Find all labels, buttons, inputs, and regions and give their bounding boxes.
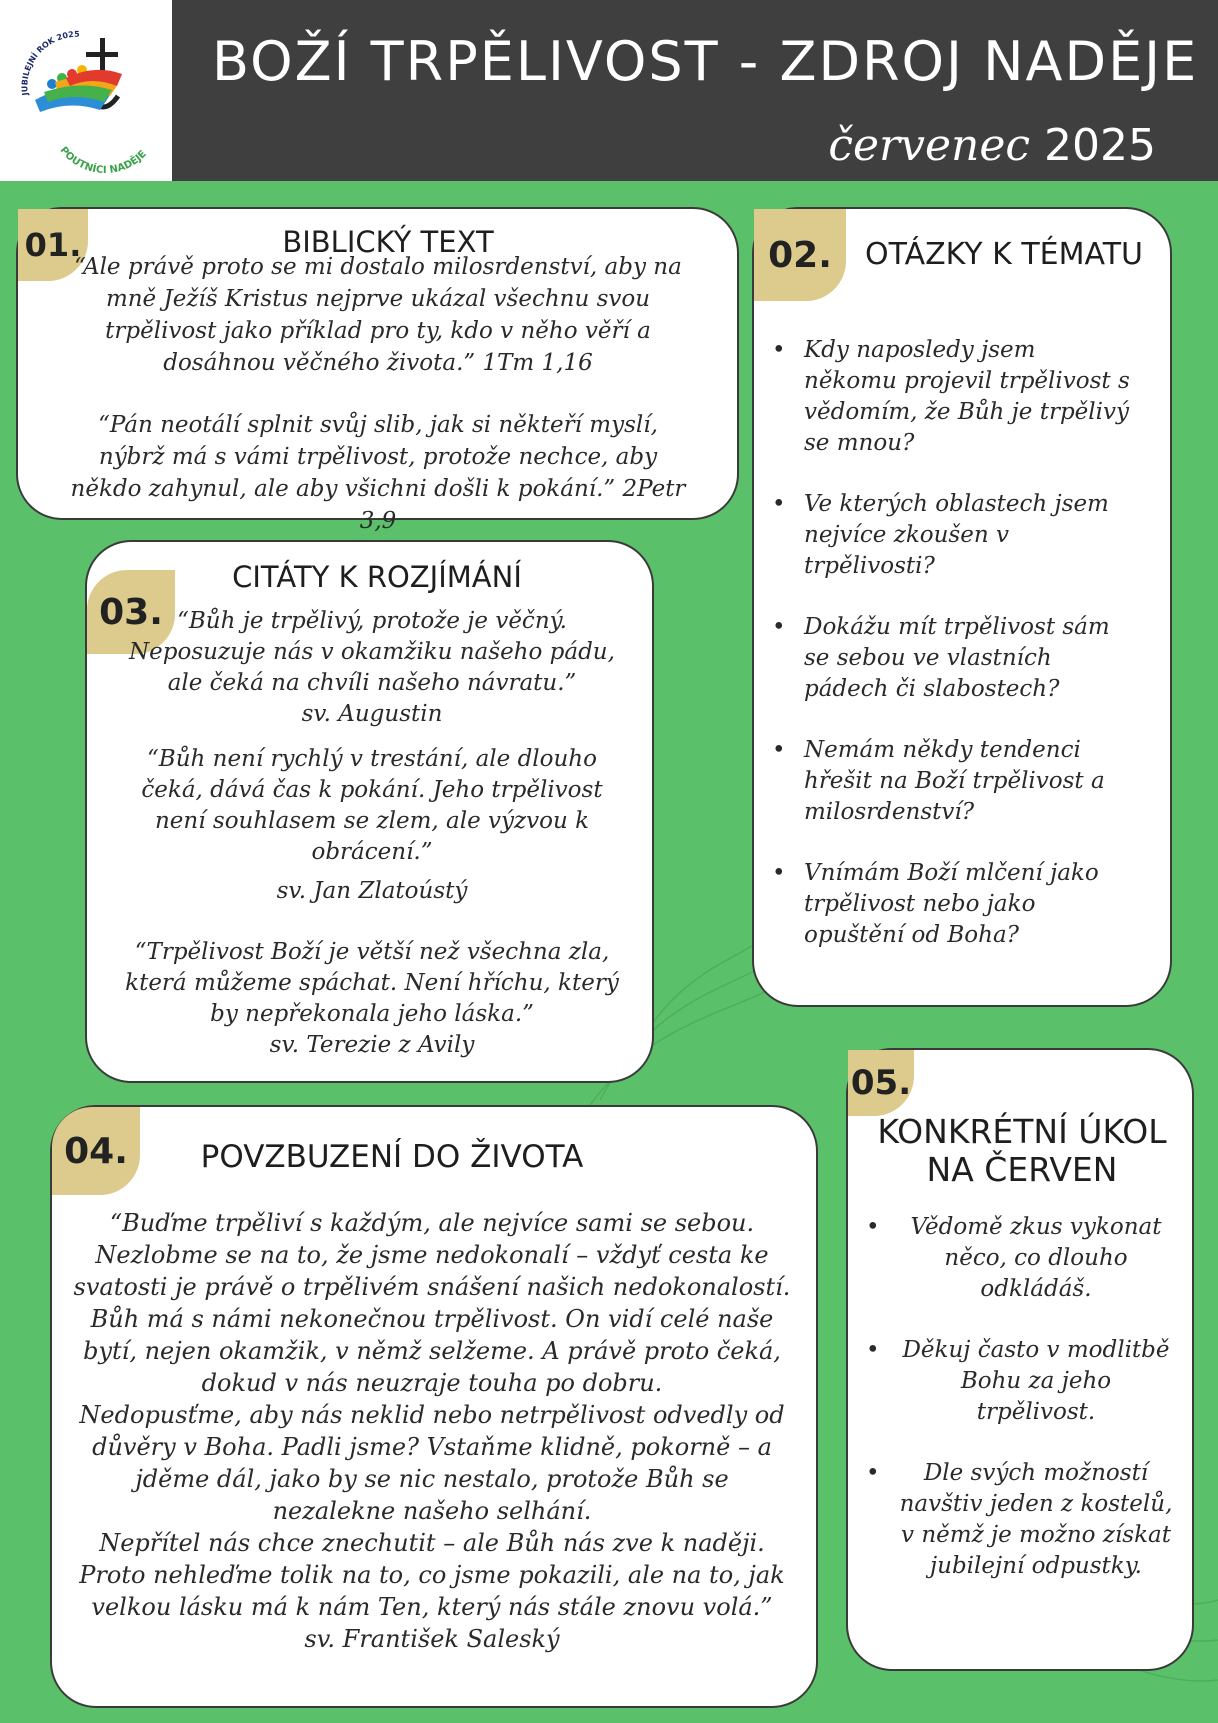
svg-text:POUTNÍCI NADĚJE bbox=[58, 145, 149, 176]
date-year: 2025 bbox=[1044, 120, 1156, 171]
list-item: • Kdy naposledy jsem někomu projevil trpělivost s vědomím, že Bůh je trpělivý se mnou? bbox=[770, 335, 1130, 459]
quote-author: sv. Jan Zlatoústý bbox=[276, 878, 468, 904]
section-number: 03. bbox=[87, 570, 175, 654]
list-item: • Dle svých možností navštiv jeden z kostelů, v němž je možno získat jubilejní odpustky. bbox=[864, 1458, 1174, 1582]
section-number: 01. bbox=[18, 209, 88, 281]
list-item: • Děkuj často v modlitbě Bohu za jeho trpělivost. bbox=[864, 1335, 1174, 1428]
encouragement-paragraph: “Buďme trpěliví s každým, ale nejvíce sami se sebou. Nezlobme se na to, že jsme nedokonalí – vždyť cesta ke svatosti je právě o trpělivém snášení našich nedokonalostí. bbox=[73, 1209, 791, 1301]
section-heading-line2: NA ČERVEN bbox=[926, 1150, 1118, 1189]
encouragement-author: sv. František Saleský bbox=[304, 1625, 560, 1653]
list-item: • Nemám někdy tendenci hřešit na Boží trpělivost a milosrdenství? bbox=[770, 735, 1130, 828]
logo-icon bbox=[0, 0, 172, 181]
encouragement-text bbox=[72, 1207, 792, 1655]
logo-text-top: JUBILEJNÍ ROK 2025 bbox=[20, 29, 80, 96]
quote-text: “Bůh je trpělivý, protože je věčný. Neposuzuje nás v okamžiku našeho pádu, ale čeká na chvíli našeho návratu.” bbox=[129, 608, 615, 696]
verse-1tm: “Ale právě proto se mi dostalo milosrdenství, aby na mně Ježíš Kristus nejprve ukázal všechnu svou trpělivost jako příklad pro ty, kdo v něho věří a dosáhnou věčného života.” 1Tm 1,16 bbox=[74, 254, 682, 376]
list-item: • Dokážu mít trpělivost sám se sebou ve vlastních pádech či slabostech? bbox=[770, 612, 1130, 705]
page-date bbox=[828, 120, 1156, 171]
biblical-text bbox=[68, 251, 688, 537]
section-number: 04. bbox=[52, 1107, 140, 1195]
section-heading: POVZBUZENÍ DO ŽIVOTA bbox=[200, 1139, 584, 1175]
verse-2petr: “Pán neotálí splnit svůj slib, jak si někteří myslí, nýbrž má s vámi trpělivost, protože nechce, aby někdo zahynul, ale aby všichni došli k pokání.” 2Petr 3,9 bbox=[70, 412, 686, 534]
card-encouragement bbox=[50, 1105, 818, 1708]
quotes-text bbox=[117, 606, 627, 1061]
jubilee-logo bbox=[0, 0, 172, 181]
card-questions bbox=[752, 207, 1172, 1007]
card-quotes bbox=[85, 540, 654, 1083]
encouragement-paragraph: Nepřítel nás chce znechutit – ale Bůh nás zve k naději. Proto nehleďme tolik na to, co jsme pokazili, ale na to, jak velkou lásku má k nám Ten, který nás stále znovu volá.” bbox=[79, 1529, 785, 1621]
list-item: • Vnímám Boží mlčení jako trpělivost nebo jako opuštění od Boha? bbox=[770, 858, 1130, 951]
page-title: BOŽÍ TRPĚLIVOST - ZDROJ NADĚJE bbox=[212, 30, 1199, 93]
section-number: 02. bbox=[754, 209, 846, 301]
section-number: 05. bbox=[848, 1050, 914, 1116]
encouragement-paragraph: Nedopusťme, aby nás neklid nebo netrpělivost odvedly od důvěry v Boha. Padli jsme? Vstaňme klidně, pokorně – a jděme dál, jako by se nic nestalo, protože Bůh se nezalekne našeho selhání. bbox=[79, 1401, 785, 1525]
encouragement-paragraph: Bůh má s námi nekonečnou trpělivost. On vidí celé naše bytí, nejen okamžik, v němž selžeme. A právě proto čeká, dokud v nás neuzraje touha po dobru. bbox=[83, 1305, 781, 1397]
quote-text: “Bůh není rychlý v trestání, ale dlouho čeká, dává čas k pokání. Jeho trpělivost není souhlasem se zlem, ale výzvou k obrácení.” bbox=[141, 746, 603, 865]
card-task bbox=[846, 1048, 1194, 1671]
list-item: • Vědomě zkus vykonat něco, co dlouho odkládáš. bbox=[864, 1212, 1174, 1305]
section-heading-line1: KONKRÉTNÍ ÚKOL bbox=[877, 1112, 1167, 1151]
questions-list bbox=[770, 335, 1130, 951]
logo-text-bottom: POUTNÍCI NADĚJE bbox=[57, 144, 149, 177]
task-list bbox=[864, 1212, 1174, 1582]
page-header bbox=[0, 0, 1218, 181]
section-heading: BIBLICKÝ TEXT bbox=[282, 225, 494, 259]
quote-author: sv. Augustin bbox=[301, 701, 443, 727]
section-heading: OTÁZKY K TÉMATU bbox=[865, 237, 1143, 272]
quote-text: “Trpělivost Boží je větší než všechna zla, která můžeme spáchat. Není hříchu, který by nepřekonala jeho láska.” bbox=[125, 939, 619, 1027]
quote-author: sv. Terezie z Avily bbox=[269, 1032, 475, 1058]
date-month: červenec bbox=[828, 120, 1031, 171]
card-biblical-text bbox=[16, 207, 739, 534]
list-item: • Ve kterých oblastech jsem nejvíce zkoušen v trpělivosti? bbox=[770, 489, 1130, 582]
section-heading: CITÁTY K ROZJÍMÁNÍ bbox=[232, 560, 522, 594]
